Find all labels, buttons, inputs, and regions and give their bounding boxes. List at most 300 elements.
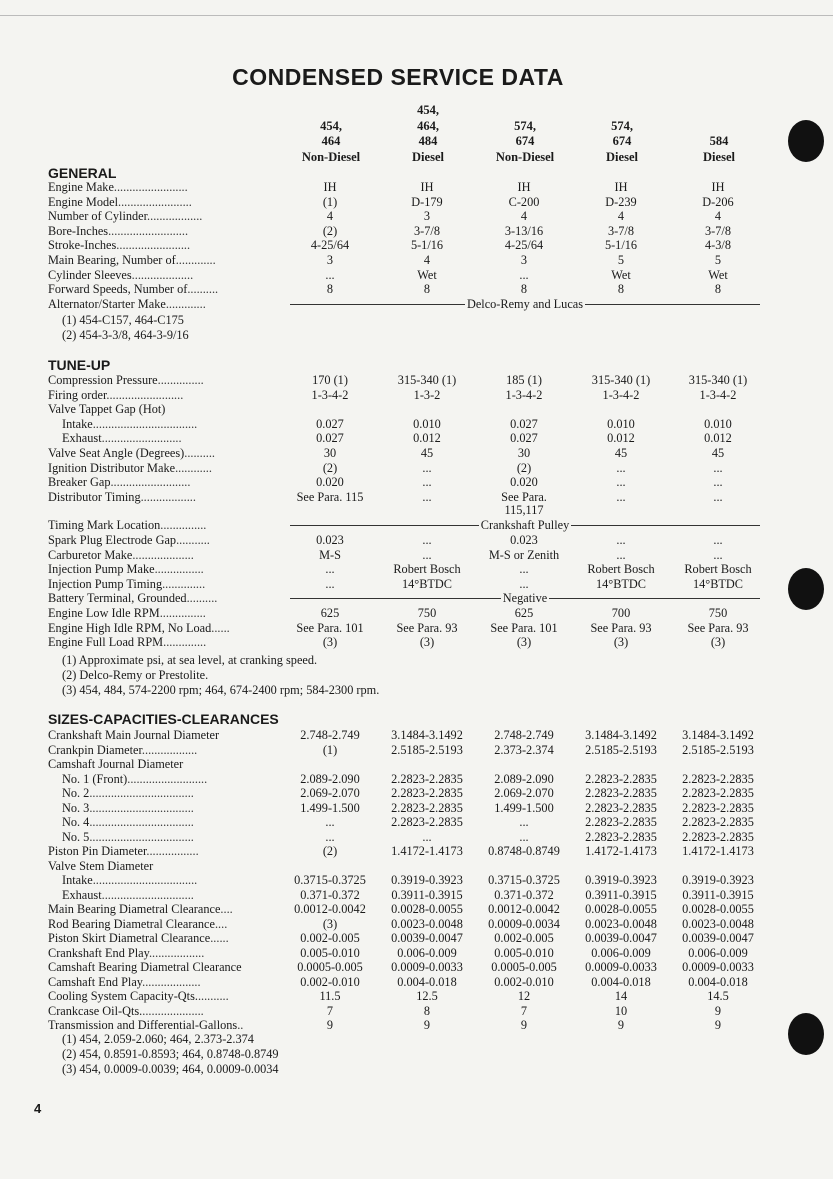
cell-value: M-S: [319, 547, 341, 562]
cell-value: 4: [423, 253, 431, 267]
cell-value: 0.0005-0.005: [491, 960, 557, 974]
cell-value: 3.1484-3.1492: [585, 728, 657, 742]
cell-value: 0.010: [704, 416, 732, 431]
cell-value: 2.5185-2.5193: [682, 742, 754, 757]
footnote: (1) 454, 2.059-2.060; 464, 2.373-2.374: [62, 1032, 254, 1046]
cell-value: 3.1484-3.1492: [391, 728, 463, 742]
row-label: [48, 490, 283, 504]
row-label: [48, 548, 283, 562]
table-row: [0, 859, 833, 874]
leader-dots: .........................: [106, 387, 184, 402]
leader-dots: ...................: [142, 974, 201, 989]
spanning-value: [290, 297, 760, 311]
cell-value: ...: [519, 562, 529, 577]
table-row: [0, 402, 833, 417]
cell-value: 0.002-0.010: [494, 974, 554, 989]
row-label: [48, 373, 283, 387]
binder-hole-1: [788, 120, 824, 162]
cell-value: 315-340 (1): [688, 373, 748, 387]
cell-value: ...: [519, 576, 529, 591]
cell-value: ...: [422, 475, 432, 490]
leader-dots: ..............: [162, 576, 206, 591]
cell-value: (3): [419, 635, 435, 650]
cell-value: 11.5: [319, 989, 341, 1003]
cell-value: (3): [710, 635, 726, 650]
cell-value: ...: [325, 562, 335, 577]
cell-value: ...: [519, 815, 529, 829]
cell-value: 4-3/8: [705, 238, 731, 253]
cell-value: (3): [322, 916, 338, 931]
leader-dots: ..................................: [92, 873, 198, 887]
cell-value: 170 (1): [312, 373, 348, 387]
row-label-text: Breaker Gap: [48, 475, 111, 490]
row-label-text: Cylinder Sleeves: [48, 267, 132, 282]
row-label: [62, 772, 297, 786]
cell-value: (3): [322, 635, 338, 650]
row-label: [62, 888, 297, 902]
cell-value: 3: [520, 253, 528, 267]
row-label: [48, 475, 283, 489]
table-row: [0, 195, 833, 210]
cell-value: (2): [322, 844, 338, 858]
row-label-text: Camshaft End Play: [48, 974, 143, 989]
row-label-text: Injection Pump Timing: [48, 576, 163, 591]
cell-value: 8: [423, 282, 431, 297]
row-label: [48, 518, 283, 532]
cell-value: 7: [520, 1003, 528, 1018]
row-label-text: Intake: [62, 873, 93, 887]
cell-value: 2.2823-2.2835: [682, 829, 754, 844]
footnote: (2) 454-3-3/8, 464-3-9/16: [62, 328, 189, 342]
cell-value: (3): [613, 635, 629, 650]
cell-value: 8: [617, 282, 625, 297]
cell-value: D-239: [605, 194, 637, 209]
cell-value: 4: [714, 209, 722, 224]
cell-value: ...: [616, 533, 626, 547]
cell-value: 8: [520, 282, 528, 297]
cell-value: 45: [711, 446, 725, 460]
leader-dots: ........................: [118, 194, 192, 209]
table-row: [0, 902, 833, 917]
cell-value: 14°BTDC: [401, 576, 452, 591]
table-row: [0, 533, 833, 548]
cell-value: 0.010: [413, 416, 441, 431]
leader-dots: ..................: [147, 209, 203, 224]
cell-value: 0.004-0.018: [397, 974, 457, 989]
cell-value: Wet: [708, 267, 728, 282]
column-header-line: 574,: [514, 118, 536, 133]
table-row: [0, 1004, 833, 1019]
row-label-text: Engine Make: [48, 180, 114, 194]
table-row: [0, 844, 833, 859]
spanning-value-text: Crankshaft Pulley: [480, 518, 570, 533]
cell-value: (2): [516, 460, 532, 475]
cell-value: 1.4172-1.4173: [391, 844, 463, 858]
cell-value: ...: [616, 489, 626, 504]
cell-value: 3: [423, 209, 431, 224]
cell-value-continued: 115,117: [504, 502, 544, 517]
cell-value: 0.006-0.009: [397, 945, 457, 960]
footnote: (1) 454-C157, 464-C175: [62, 313, 184, 327]
row-label: [48, 844, 283, 858]
table-row: [0, 743, 833, 758]
row-label-text: Intake: [62, 416, 93, 431]
cell-value: 3-7/8: [414, 223, 440, 238]
leader-dots: ...........: [176, 533, 210, 547]
cell-value: 0.006-0.009: [688, 945, 748, 960]
cell-value: 0.3911-0.3915: [391, 887, 463, 902]
cell-value: 5-1/16: [410, 238, 444, 253]
cell-value: ...: [713, 533, 723, 547]
cell-value: 0.0009-0.0033: [585, 960, 657, 974]
cell-value: 0.0023-0.0048: [682, 916, 754, 931]
cell-value: See Para. 101: [490, 620, 558, 635]
cell-value: 9: [520, 1018, 528, 1032]
leader-dots: ...............: [160, 518, 207, 533]
row-label-text: Spark Plug Electrode Gap: [48, 533, 177, 547]
row-label-text: Transmission and Differential-Gallons: [48, 1018, 238, 1032]
column-header-line: Diesel: [606, 149, 638, 164]
cell-value: 625: [320, 606, 340, 620]
leader-dots: ..................................: [92, 416, 198, 431]
row-label: [48, 388, 283, 402]
cell-value: 14: [614, 989, 628, 1003]
row-label-text: Ignition Distributor Make: [48, 460, 176, 475]
table-row: [0, 297, 833, 312]
cell-value: 0.002-0.005: [300, 931, 360, 945]
cell-value: 700: [611, 606, 631, 620]
cell-value: 12: [517, 989, 531, 1003]
cell-value: ...: [325, 815, 335, 829]
table-row: [0, 757, 833, 772]
cell-value: 2.2823-2.2835: [585, 771, 657, 786]
cell-value: 2.2823-2.2835: [391, 800, 463, 815]
leader-dots: ..........................: [110, 475, 191, 490]
cell-value: ...: [713, 475, 723, 490]
footnote: (3) 454, 484, 574-2200 rpm; 464, 674-2400 rpm; 584-2300 rpm.: [62, 683, 380, 697]
cell-value: (1): [322, 194, 338, 209]
table-row: [0, 960, 833, 975]
cell-value: 1-3-4-2: [699, 387, 737, 402]
cell-value: 5: [617, 253, 625, 267]
row-label-text: Camshaft Journal Diameter: [48, 757, 184, 771]
cell-value: D-206: [702, 194, 734, 209]
cell-value: 0.0012-0.0042: [488, 902, 560, 916]
cell-value: 0.004-0.018: [591, 974, 651, 989]
column-header-line: 484: [418, 134, 438, 148]
cell-value: 2.2823-2.2835: [682, 786, 754, 800]
row-label-text: Piston Pin Diameter: [48, 844, 147, 858]
cell-value: 8: [326, 282, 334, 297]
row-label-text: Main Bearing, Number of: [48, 253, 176, 267]
row-label-text: Crankshaft Main Journal Diameter: [48, 728, 220, 742]
row-label: [48, 238, 283, 252]
cell-value: 625: [514, 606, 534, 620]
cell-value: 1-3-4-2: [505, 387, 543, 402]
row-label-text: No. 3: [62, 800, 90, 815]
row-label-text: Rod Bearing Diametral Clearance: [48, 916, 215, 931]
cell-value: 0.006-0.009: [591, 945, 651, 960]
leader-dots: ..................: [141, 742, 198, 757]
row-label-text: Engine High Idle RPM, No Load: [48, 620, 212, 635]
cell-value: 1.499-1.500: [494, 800, 554, 815]
leader-dots: ......: [211, 620, 230, 635]
row-label-text: Compression Pressure: [48, 373, 158, 387]
cell-value: Robert Bosch: [587, 562, 655, 577]
cell-value: 30: [323, 446, 337, 460]
cell-value: 0.023: [510, 533, 538, 547]
footnote: (2) 454, 0.8591-0.8593; 464, 0.8748-0.8749: [62, 1047, 279, 1061]
cell-value: ...: [325, 829, 335, 844]
cell-value: 2.089-2.090: [494, 771, 554, 786]
row-label: [48, 917, 283, 931]
row-label: [48, 960, 283, 974]
cell-value: 14°BTDC: [692, 576, 743, 591]
row-label: [62, 786, 297, 800]
cell-value: 0.3919-0.3923: [585, 873, 657, 887]
row-label-text: Exhaust: [62, 887, 102, 902]
row-label: [48, 606, 283, 620]
cell-value: 315-340 (1): [397, 373, 457, 387]
cell-value: 0.3715-0.3725: [294, 873, 366, 887]
column-header-line: Non-Diesel: [301, 149, 361, 164]
leader-dots: .............: [175, 253, 216, 267]
cell-value: 2.069-2.070: [300, 786, 360, 800]
row-label: [62, 431, 297, 445]
row-label: [48, 621, 283, 635]
table-row: [0, 446, 833, 461]
row-label-text: Crankcase Oil-Qts.: [48, 1003, 143, 1018]
cell-value: 2.5185-2.5193: [391, 742, 463, 757]
leader-dots: ..................................: [89, 800, 194, 815]
row-label: [62, 873, 297, 887]
cell-value: 0.002-0.010: [300, 974, 360, 989]
cell-value: See Para. 115: [296, 489, 364, 504]
row-label-text: Injection Pump Make: [48, 562, 155, 577]
cell-value: 0.020: [316, 475, 344, 490]
cell-value: See Para.: [501, 489, 547, 504]
cell-value: 2.748-2.749: [494, 728, 554, 742]
cell-value: 9: [326, 1018, 334, 1032]
cell-value: ...: [422, 829, 432, 844]
cell-value: 0.027: [510, 416, 538, 431]
row-label-text: Exhaust: [62, 431, 102, 446]
cell-value: 750: [417, 606, 437, 620]
cell-value: 0.3911-0.3915: [585, 887, 657, 902]
row-label-text: Firing order: [48, 387, 107, 402]
cell-value: 5: [714, 253, 722, 267]
cell-value: Robert Bosch: [393, 562, 461, 577]
row-label-text: Valve Seat Angle (Degrees): [48, 446, 185, 460]
cell-value: 0.012: [704, 431, 732, 446]
leader-dots: .................: [146, 844, 199, 858]
row-label: [48, 461, 283, 475]
row-label: [48, 635, 283, 649]
cell-value: 0.0028-0.0055: [391, 902, 463, 916]
cell-value: 2.2823-2.2835: [391, 771, 463, 786]
row-label: [48, 902, 283, 916]
page-number: 4: [34, 1101, 42, 1116]
leader-dots: ........................: [113, 180, 188, 194]
cell-value: 0.005-0.010: [300, 945, 360, 960]
cell-value: 3-7/8: [705, 223, 731, 238]
cell-value: 9: [714, 1003, 722, 1018]
cell-value: Wet: [611, 267, 631, 282]
table-row: [0, 489, 833, 517]
table-row: [0, 728, 833, 743]
row-label: [48, 577, 283, 591]
column-header-line: Diesel: [703, 149, 735, 164]
cell-value: 0.010: [607, 416, 635, 431]
row-label-text: Engine Model: [48, 194, 119, 209]
table-row: [0, 591, 833, 606]
footnote: (2) Delco-Remy or Prestolite.: [62, 668, 209, 682]
cell-value: 0.3919-0.3923: [682, 873, 754, 887]
row-label-text: Valve Stem Diameter: [48, 858, 154, 873]
footnote: (3) 454, 0.0009-0.0039; 464, 0.0009-0.0034: [62, 1062, 279, 1076]
table-row: [0, 786, 833, 801]
leader-dots: ..: [237, 1018, 244, 1032]
leader-dots: ..........: [197, 989, 229, 1003]
row-label: [48, 728, 283, 742]
leader-dots: ..........: [186, 591, 218, 606]
table-row: [0, 772, 833, 787]
leader-dots: ..................................: [89, 829, 194, 844]
cell-value: 0.027: [316, 431, 344, 446]
row-label-text: Stroke-Inches: [48, 238, 117, 253]
row-label: [48, 757, 283, 771]
cell-value: 2.069-2.070: [494, 786, 554, 800]
cell-value: 9: [617, 1018, 625, 1032]
column-header-4: [567, 119, 677, 166]
cell-value: 0.3919-0.3923: [391, 873, 463, 887]
row-label: [48, 180, 283, 194]
table-row: [0, 917, 833, 932]
cell-value: ...: [713, 489, 723, 504]
column-header-line: 454,: [417, 103, 439, 117]
cell-value: 0.0009-0.0033: [391, 960, 463, 974]
row-label-text: Battery Terminal, Grounded: [48, 591, 187, 606]
table-row: [0, 548, 833, 563]
row-label: [62, 815, 297, 829]
row-label-text: Carburetor Make: [48, 547, 133, 562]
cell-value: 4: [617, 209, 625, 224]
cell-value: 0.0028-0.0055: [585, 902, 657, 916]
table-row: [0, 282, 833, 297]
row-label: [48, 989, 283, 1003]
cell-value: ...: [713, 460, 723, 475]
cell-value: 0.3911-0.3915: [682, 887, 754, 902]
cell-value: (3): [516, 635, 532, 650]
column-header-line: 464,: [417, 118, 439, 133]
leader-dots: ..................................: [89, 786, 194, 800]
cell-value: ...: [422, 533, 432, 547]
table-row: [0, 253, 833, 268]
cell-value: 8: [714, 282, 722, 297]
cell-value: 0.023: [316, 533, 344, 547]
table-row: [0, 224, 833, 239]
leader-dots: ..............: [163, 635, 207, 650]
cell-value: ...: [325, 267, 335, 282]
row-label: [48, 591, 283, 605]
table-row: [0, 475, 833, 490]
cell-value: See Para. 93: [687, 620, 749, 635]
row-label-text: Distributor Timing: [48, 489, 141, 504]
row-label: [48, 209, 283, 223]
cell-value: 2.2823-2.2835: [585, 815, 657, 829]
cell-value: ...: [713, 547, 723, 562]
cell-value: 14°BTDC: [595, 576, 646, 591]
cell-value: 4: [520, 209, 528, 224]
table-row: [0, 268, 833, 283]
column-header-line: 674: [612, 134, 632, 148]
binder-hole-3: [788, 1013, 824, 1055]
row-label-text: No. 5: [62, 829, 90, 844]
table-row: [0, 1018, 833, 1033]
leader-dots: ................: [154, 562, 204, 577]
cell-value: 0.3715-0.3725: [488, 873, 560, 887]
cell-value: M-S or Zenith: [488, 547, 560, 562]
cell-value: ...: [616, 460, 626, 475]
cell-value: IH: [420, 180, 434, 194]
column-header-line: 584: [709, 134, 729, 148]
row-label: [48, 859, 283, 873]
table-row: [0, 873, 833, 888]
cell-value: Wet: [417, 267, 437, 282]
row-label: [48, 1018, 283, 1032]
leader-dots: ..................: [140, 489, 196, 504]
cell-value: 14.5: [707, 989, 729, 1003]
cell-value: 0.8748-0.8749: [488, 844, 560, 858]
row-label-text: Number of Cylinder: [48, 209, 148, 224]
table-row: [0, 431, 833, 446]
cell-value: 2.2823-2.2835: [391, 786, 463, 800]
row-label: [62, 801, 297, 815]
cell-value: See Para. 93: [396, 620, 458, 635]
cell-value: 9: [714, 1018, 722, 1032]
leader-dots: ..............................: [101, 887, 194, 902]
cell-value: 1.4172-1.4173: [682, 844, 754, 858]
cell-value: 2.2823-2.2835: [391, 815, 463, 829]
table-row: [0, 518, 833, 533]
cell-value: 0.0009-0.0034: [488, 916, 560, 931]
cell-value: 0.0039-0.0047: [682, 931, 754, 945]
cell-value: 0.004-0.018: [688, 974, 748, 989]
row-label-text: Bore-Inches: [48, 223, 109, 238]
cell-value: 45: [614, 446, 628, 460]
column-header-line: Diesel: [412, 149, 444, 164]
cell-value: C-200: [508, 194, 540, 209]
cell-value: 1-3-4-2: [311, 387, 349, 402]
cell-value: 2.2823-2.2835: [585, 829, 657, 844]
row-label-text: Engine Full Load RPM: [48, 635, 164, 650]
cell-value: 30: [517, 446, 531, 460]
cell-value: (2): [322, 460, 338, 475]
cell-value: 5-1/16: [604, 238, 638, 253]
column-header-line: Non-Diesel: [495, 149, 555, 164]
table-row: [0, 388, 833, 403]
cell-value: 1.499-1.500: [300, 800, 360, 815]
cell-value: ...: [519, 267, 529, 282]
cell-value: 0.0039-0.0047: [585, 931, 657, 945]
table-row: [0, 635, 833, 650]
leader-dots: ..........: [187, 282, 219, 297]
cell-value: IH: [614, 180, 628, 194]
leader-dots: ..........................: [101, 431, 182, 446]
leader-dots: .............: [165, 296, 206, 311]
cell-value: 2.5185-2.5193: [585, 742, 657, 757]
row-label: [48, 195, 283, 209]
